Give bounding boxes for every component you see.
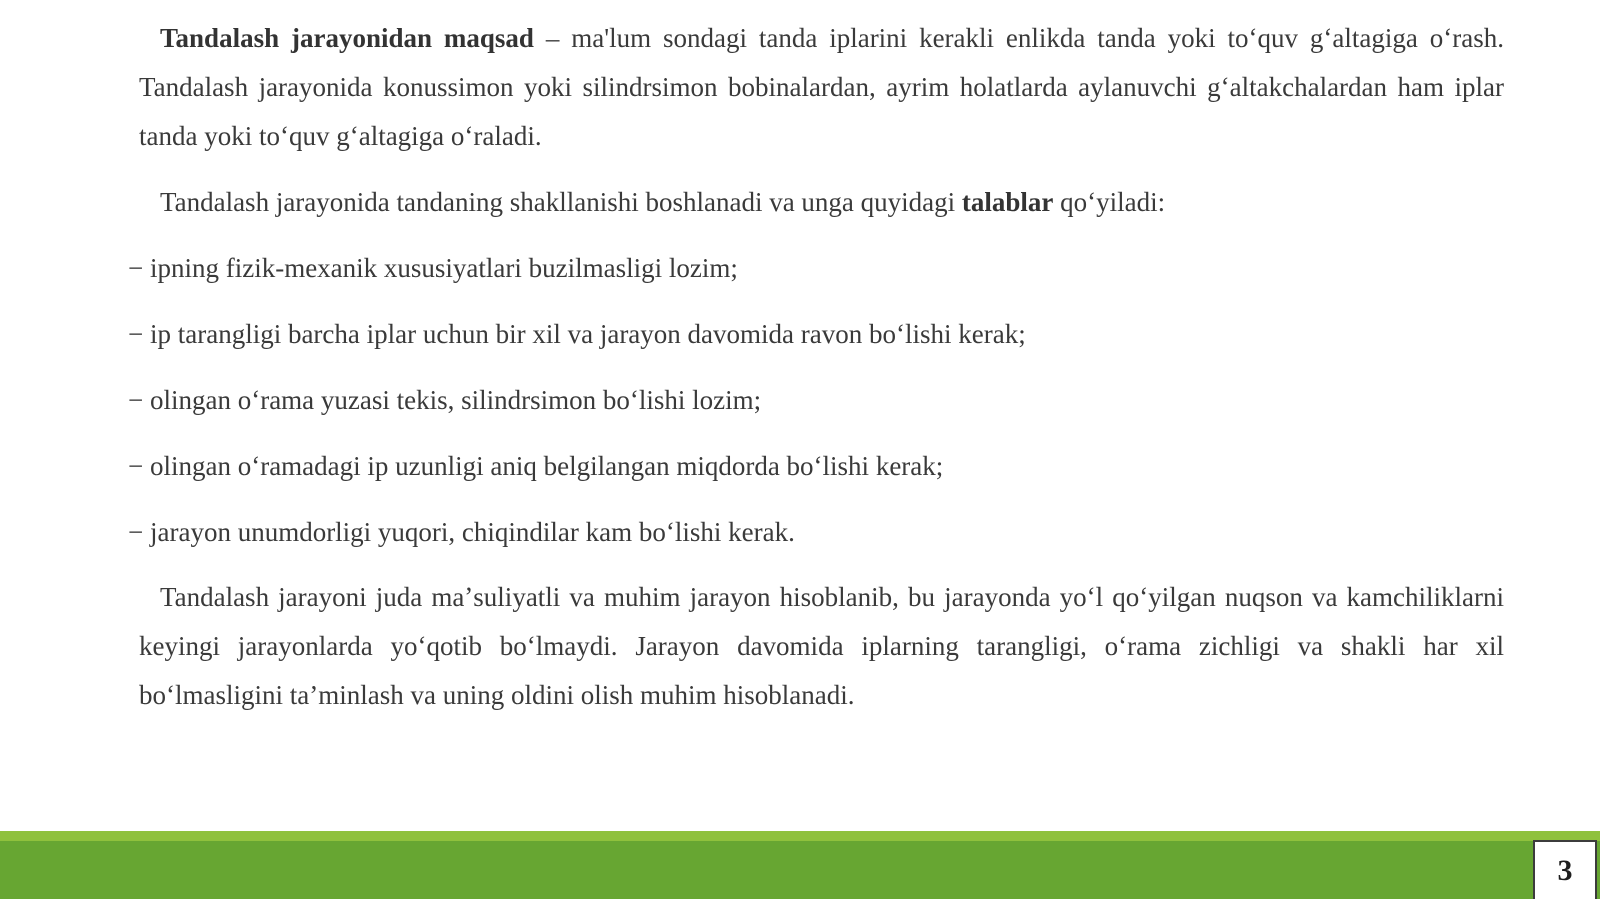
list-item: − ip tarangligi barcha iplar uchun bir xil va jarayon davomida ravon bo‘lishi kerak; — [128, 319, 1026, 349]
footer-bar — [0, 841, 1600, 899]
list-item: − ipning fizik-mexanik xususiyatlari buzilmasligi lozim; — [128, 253, 738, 283]
list-item: − olingan o‘rama yuzasi tekis, silindrsimon bo‘lishi lozim; — [128, 385, 762, 415]
footer-stripe — [0, 831, 1600, 841]
requirements-intro-before: Tandalash jarayonida tandaning shakllanishi boshlanadi va unga quyidagi — [160, 187, 962, 217]
page-number: 3 — [1533, 840, 1597, 899]
requirements-intro-after: qo‘yiladi: — [1053, 187, 1166, 217]
intro-lead: Tandalash jarayonidan maqsad — [160, 23, 534, 53]
requirements-keyword: talablar — [961, 187, 1054, 217]
requirements-list — [128, 244, 1493, 557]
conclusion-paragraph: Tandalash jarayoni juda maʼsuliyatli va muhim jarayon hisoblanib, bu jarayonda yo‘l qo‘yilgan nuqson va kamchiliklarni keyingi jarayonlarda yo‘qotib bo‘lmaydi. Jarayon davomida iplarning tarangligi, o‘rama zichligi va shakli har xil bo‘lmasligini ta’minlash va uning oldini olish muhim hisoblanadi. — [139, 582, 1504, 710]
intro-text: – ma'lum sondagi tanda iplarini kerakli enlikda tanda yoki to‘quv g‘altagiga o‘rash. Tandalash jarayonida konussimon yoki silindrsimon bobinalardan, ayrim holatlarda aylanuvchi g‘altakchalardan ham iplar tanda yoki to‘quv g‘altagiga o‘raladi. — [139, 23, 1504, 151]
slide-content — [128, 14, 1504, 720]
intro-paragraph — [139, 14, 1504, 161]
list-item: − jarayon unumdorligi yuqori, chiqindilar kam bo‘lishi kerak. — [128, 517, 795, 547]
list-item: − olingan o‘ramadagi ip uzunligi aniq belgilangan miqdorda bo‘lishi kerak; — [128, 451, 944, 481]
requirements-intro — [139, 178, 1504, 227]
